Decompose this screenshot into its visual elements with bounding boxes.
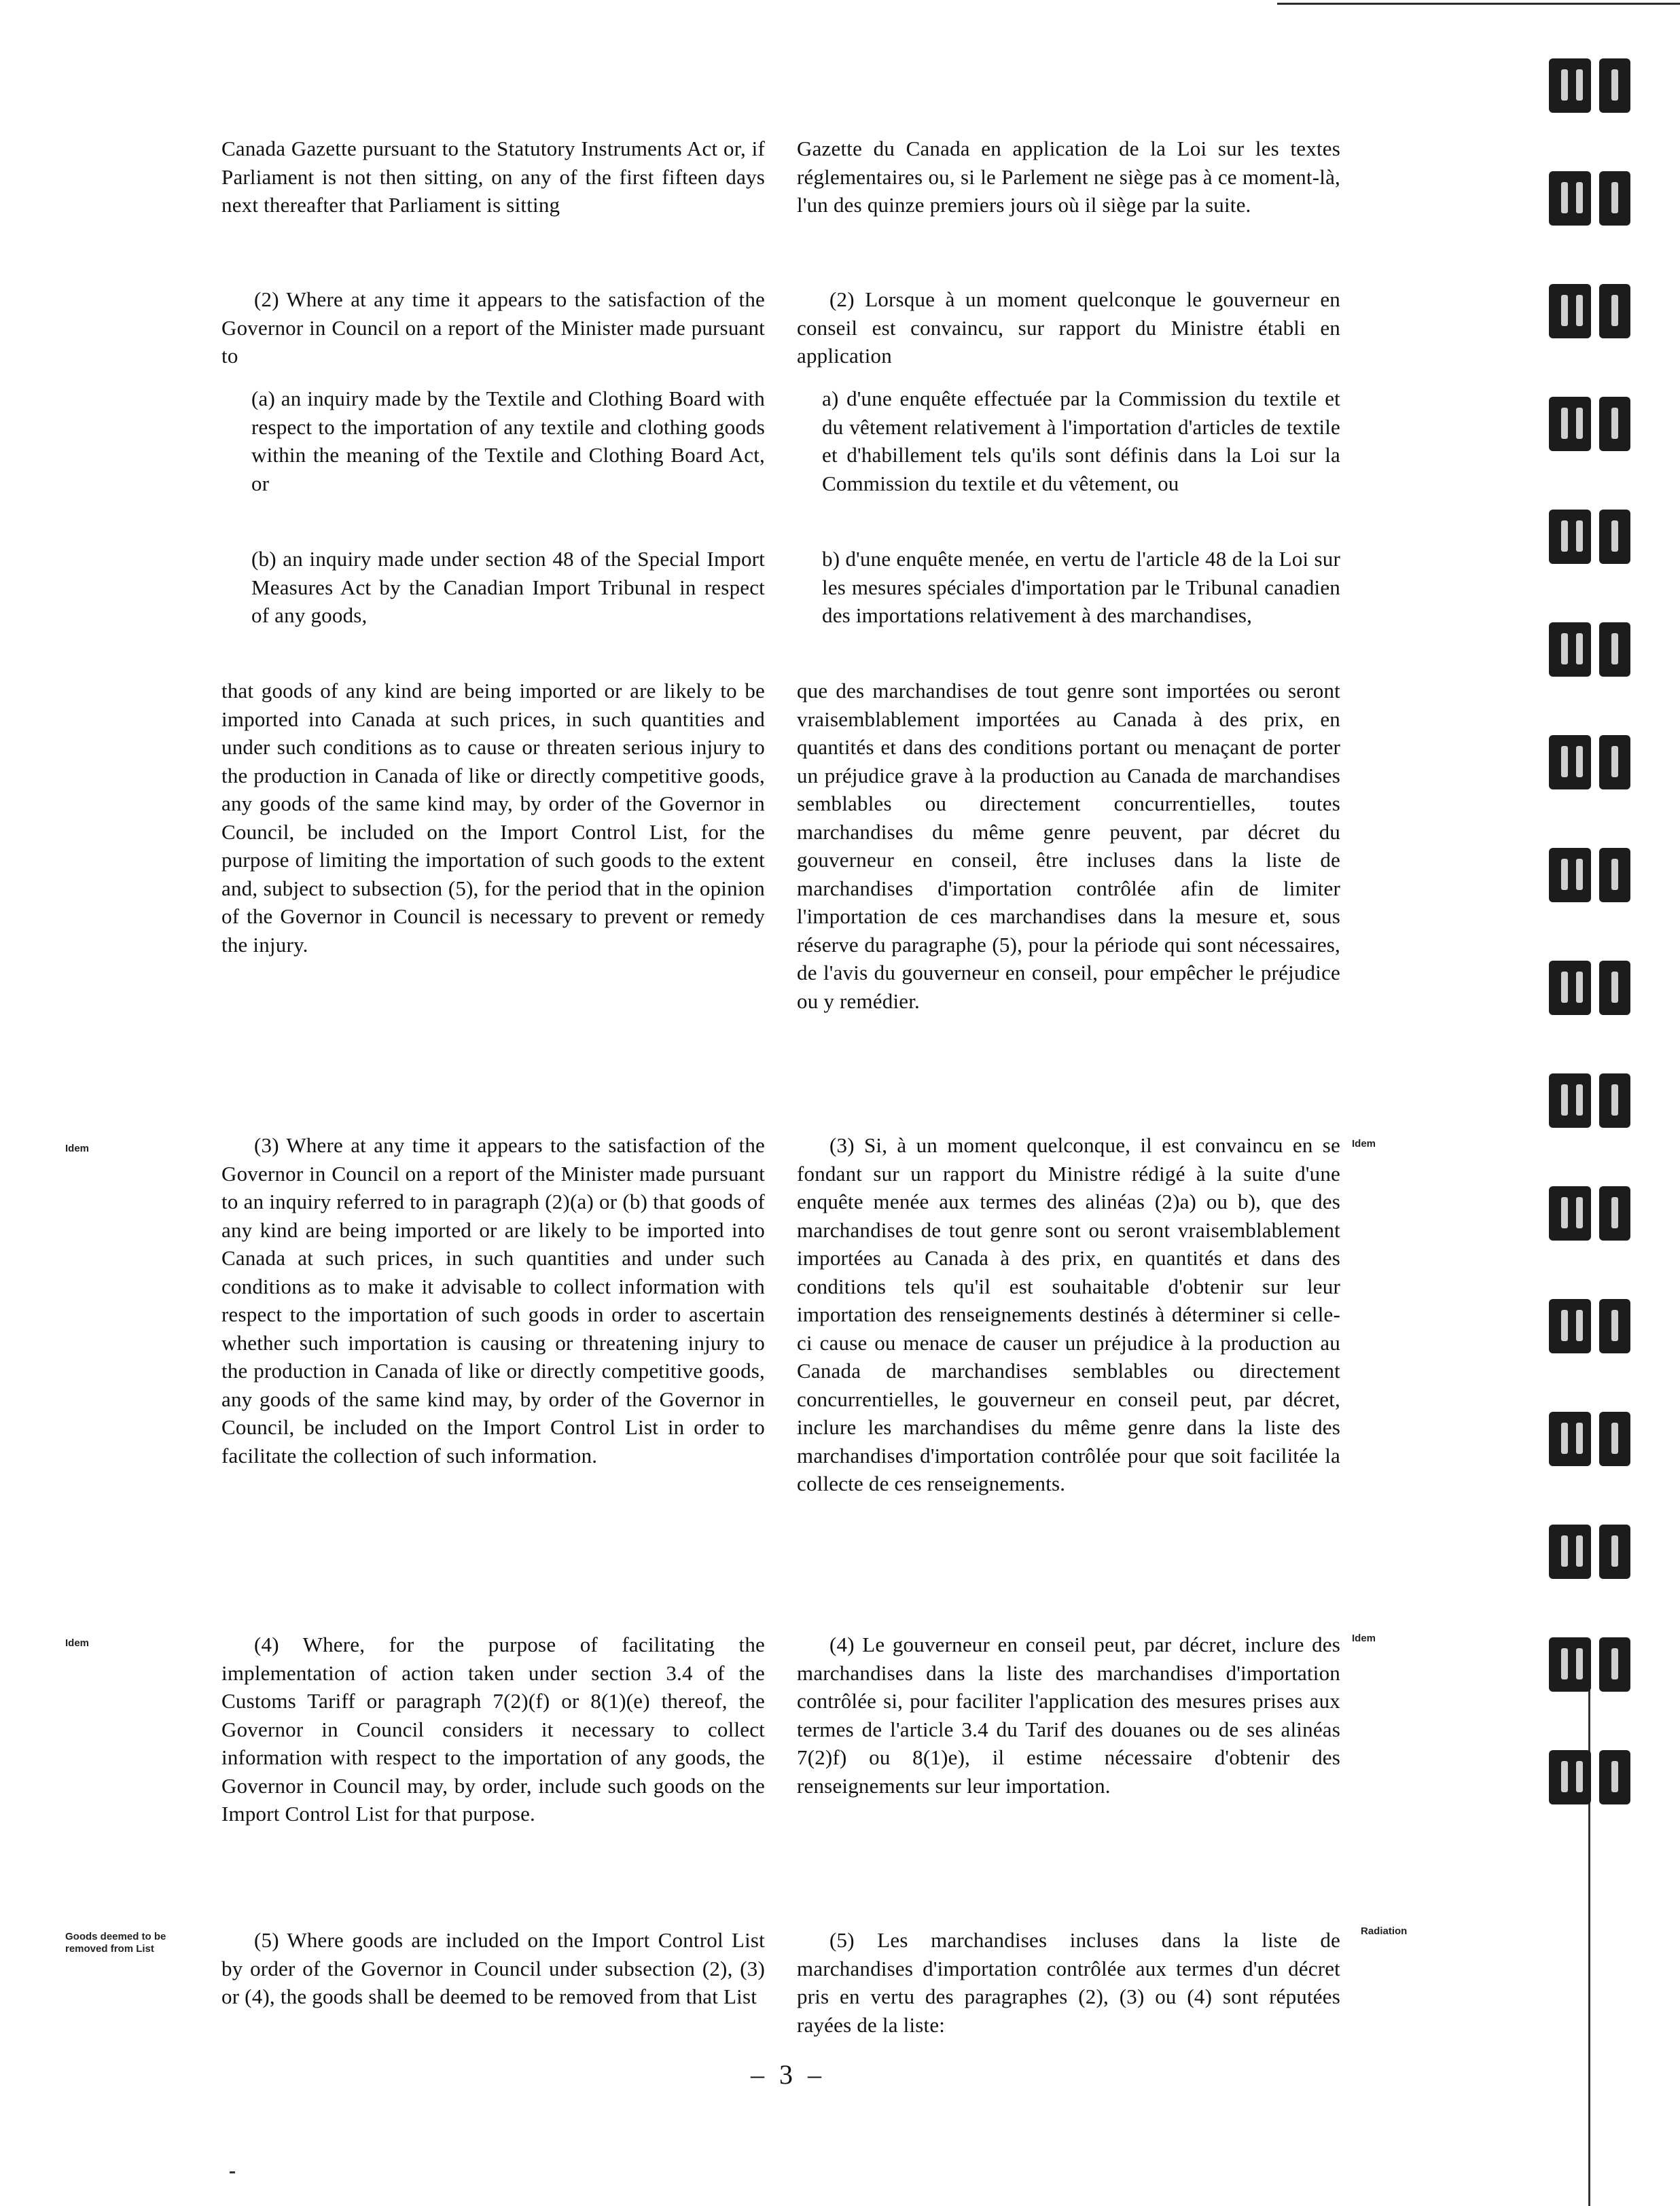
binding-ring (1549, 957, 1630, 1019)
margin-note-en-idem-2: Idem (65, 1637, 90, 1649)
binding-ring (1549, 393, 1630, 455)
fr-para-4: (4) Le gouverneur en conseil peut, par décret, inclure des marchandises dans la liste des marchandises d'importation contrôlée si, pour faciliter l'application des mesures prises aux termes de l'article 3.4 du Tarif des douanes ou de ses alinéas 7(2)f) ou 8(1)e), il estime nécessaire d'obtenir des renseignements sur leur importation. (797, 1633, 1340, 1798)
binding-ring (1549, 1295, 1630, 1357)
spiral-binding (1535, 41, 1680, 2206)
fr-para-2a: a) d'une enquête effectuée par la Commission du textile et du vêtement relativement à l'importation d'articles de textile et d'habillement tels qu'ils sont définis dans la Loi sur la Commission du textile et du vêtement, ou (822, 387, 1340, 495)
binding-ring (1549, 1520, 1630, 1583)
binding-ring (1549, 167, 1630, 230)
binding-ring (1549, 844, 1630, 906)
en-para-2-tail: that goods of any kind are being imported or are likely to be imported into Canada at such prices, in such quantities and under such conditions as to cause or threaten serious injury to the production in Canada of like or directly competitive goods, any goods of the same kind may, by order of the Governor in Council, be included on the Import Control List, for the purpose of limiting the importation of such goods to the extent and, subject to subsection (5), for the period that in the opinion of the Governor in Council is necessary to prevent or remedy the injury. (221, 679, 765, 957)
en-para-3: (3) Where at any time it appears to the satisfaction of the Governor in Council on a report of the Minister made pursuant to an inquiry referred to in paragraph (2)(a) or (b) that goods of any kind are being imported or are likely to be imported into Canada at such prices, in such quantities and under such conditions as to make it advisable to collect information with respect to the importation of such goods in order to ascertain whether such importation is causing or threatening injury to the production in Canada of like or directly competitive goods, any goods of the same kind may, by order of the Governor in Council, be included on the Import Control List in order to facilitate the collection of such information. (221, 1133, 765, 1467)
page-number: – 3 – (751, 2059, 825, 2090)
binding-ring (1549, 1746, 1630, 1809)
margin-note-fr-idem-1: Idem (1352, 1138, 1376, 1150)
en-para-2b: (b) an inquiry made under section 48 of the Special Import Measures Act by the Canadian Import Tribunal in respect of any goods, (251, 547, 765, 627)
margin-note-fr-radiation: Radiation (1361, 1925, 1408, 1937)
binding-ring (1549, 731, 1630, 794)
en-para-5: (5) Where goods are included on the Import Control List by order of the Governor in Council under subsection (2), (3) or (4), the goods shall be deemed to be removed from that List (221, 1928, 765, 2008)
fr-para-2b: b) d'une enquête menée, en vertu de l'article 48 de la Loi sur les mesures spéciales d'importation par le Tribunal canadien des importations relativement à des marchandises, (822, 547, 1340, 627)
binding-ring (1549, 618, 1630, 681)
binding-spine (1588, 1658, 1590, 2206)
binding-ring (1549, 1408, 1630, 1470)
margin-note-en-goods-removed: Goods deemed to be removed from List (65, 1931, 166, 1955)
en-para-2-lead: (2) Where at any time it appears to the satisfaction of the Governor in Council on a report of the Minister made pursuant to (221, 287, 765, 368)
en-para-2a: (a) an inquiry made by the Textile and Clothing Board with respect to the importation of any textile and clothing goods within the meaning of the Textile and Clothing Board Act, or (251, 387, 765, 495)
binding-ring (1549, 505, 1630, 568)
fr-para-5: (5) Les marchandises incluses dans la liste de marchandises d'importation contrôlée aux termes d'un décret pris en vertu des paragraphes (2), (3) ou (4) sont réputées rayées de la liste: (797, 1928, 1340, 2037)
en-para-intro: Canada Gazette pursuant to the Statutory Instruments Act or, if Parliament is not then sitting, on any of the first fifteen days next thereafter that Parliament is sitting (221, 137, 765, 217)
fr-para-intro: Gazette du Canada en application de la Loi sur les textes réglementaires ou, si le Parlement ne siège pas à ce moment-là, l'un des quinze premiers jours où il siège par la suite. (797, 137, 1340, 217)
binding-ring (1549, 54, 1630, 117)
margin-note-en-idem-1: Idem (65, 1143, 90, 1154)
binding-ring (1549, 1182, 1630, 1245)
margin-note-fr-idem-2: Idem (1352, 1633, 1376, 1644)
fr-para-3: (3) Si, à un moment quelconque, il est convaincu en se fondant sur un rapport du Ministre rédigé à la suite d'une enquête menée aux termes des alinéas (2)a) ou b), que des marchandises de tout genre sont ou seront vraisemblablement importées au Canada à des prix, en quantités et dans des conditions tels qu'il est souhaitable d'obtenir sur leur importation des renseignements destinés à déterminer si celle-ci cause ou menace de causer un préjudice à la production au Canada de marchandises semblables ou directement concurrentielles, le gouverneur en conseil peut, par décret, inclure les marchandises du même genre dans la liste des marchandises d'importation contrôlée pour que soit facilitée la collecte de ces renseignements. (797, 1133, 1340, 1495)
fr-para-2-tail: que des marchandises de tout genre sont importées ou seront vraisemblablement importées au Canada à des prix, en quantités et dans des conditions portant ou menaçant de porter un préjudice grave à la production au Canada de marchandises semblables ou directement concurrentielles, toutes marchandises du même genre peuvent, par décret du gouverneur en conseil, être incluses dans la liste de marchandises d'importation contrôlée afin de limiter l'importation de ces marchandises dans la mesure et, sous réserve du paragraphe (5), pour la période qui sont nécessaires, de l'avis du gouverneur en conseil, pour empêcher le préjudice ou y remédier. (797, 679, 1340, 1013)
speck-mark (230, 2171, 235, 2173)
fr-para-2-lead: (2) Lorsque à un moment quelconque le gouverneur en conseil est convaincu, sur rapport du Ministre établi en application (797, 287, 1340, 368)
binding-ring (1549, 280, 1630, 342)
en-para-4: (4) Where, for the purpose of facilitating the implementation of action taken under section 3.4 of the Customs Tariff or paragraph 7(2)(f) or 8(1)(e) thereof, the Governor in Council considers it necessary to collect information with respect to the importation of any goods, the Governor in Council may, by order, include such goods on the Import Control List for that purpose. (221, 1633, 765, 1826)
binding-ring (1549, 1069, 1630, 1132)
binding-ring (1549, 1633, 1630, 1696)
